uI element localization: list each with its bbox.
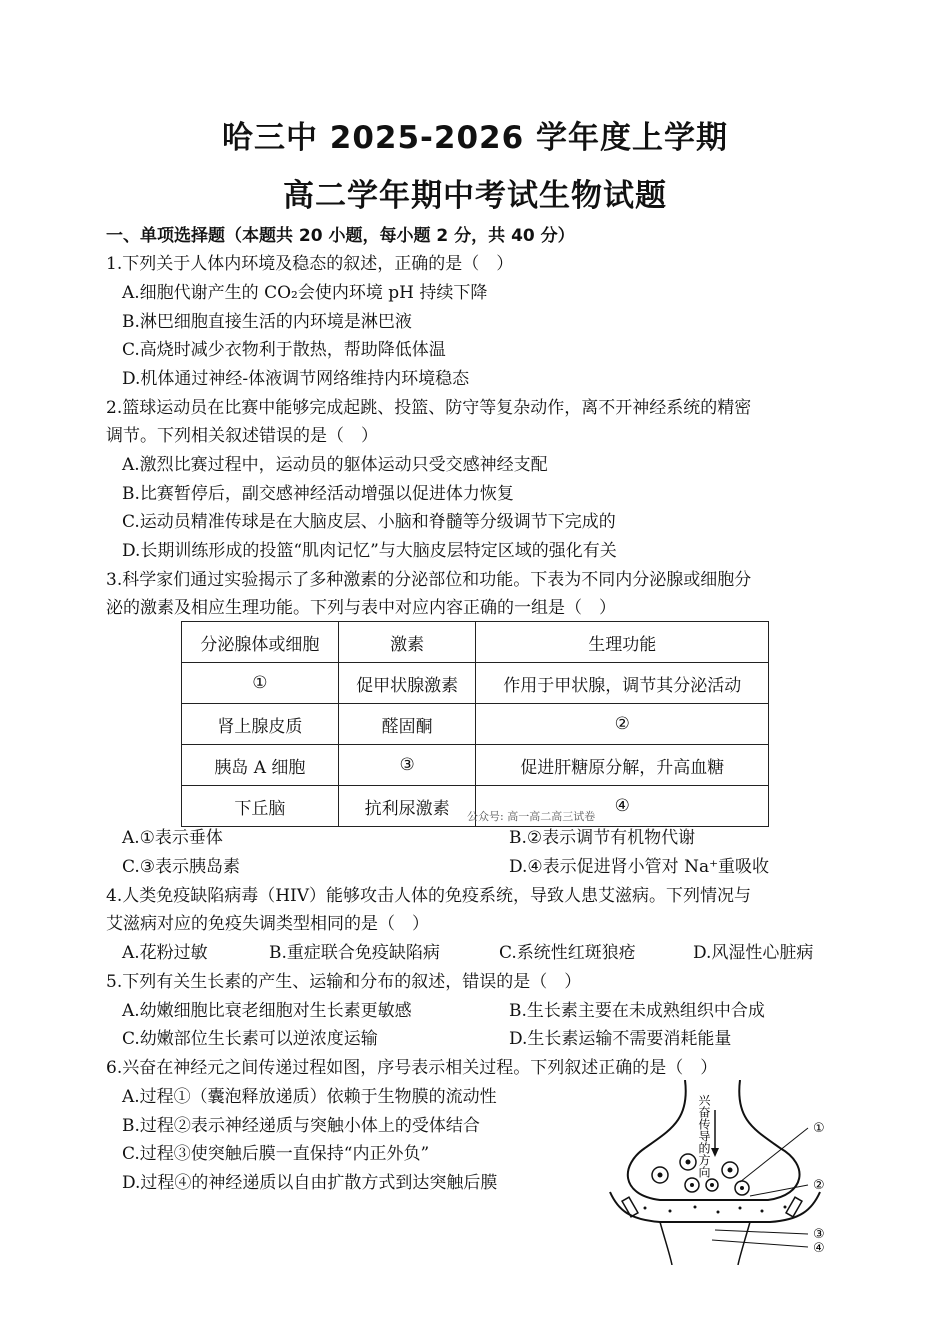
leader-line-2 (750, 1185, 808, 1196)
question-1-option-c[interactable]: C.高烧时减少衣物利于散热，帮助降低体温 (122, 340, 446, 360)
question-3-option-d[interactable]: D.④表示促进肾小管对 Na⁺重吸收 (509, 857, 770, 877)
question-6-option-a[interactable]: A.过程①（囊泡释放递质）依赖于生物膜的流动性 (122, 1087, 497, 1107)
table-row (182, 704, 769, 745)
table-cell: 促甲状腺激素 (338, 663, 476, 704)
table-cell: 抗利尿激素 (338, 786, 476, 827)
neurotransmitter-dot (644, 1207, 647, 1210)
vesicle-core (728, 1168, 733, 1173)
question-3-option-b[interactable]: B.②表示调节有机物代谢 (509, 828, 696, 848)
question-4-option-a[interactable]: A.花粉过敏 (122, 943, 208, 963)
question-4-option-c[interactable]: C.系统性红斑狼疮 (499, 943, 636, 963)
receptor (786, 1197, 802, 1217)
question-4-option-b[interactable]: B.重症联合免疫缺陷病 (269, 943, 440, 963)
question-2-option-c[interactable]: C.运动员精准传球是在大脑皮层、小脑和脊髓等分级调节下完成的 (122, 512, 616, 532)
question-3-stem-line2: 泌的激素及相应生理功能。下列与表中对应内容正确的一组是（ ） (106, 598, 616, 618)
vesicle-core (740, 1186, 744, 1190)
hormone-table (181, 621, 769, 827)
table-cell: ④ (476, 786, 769, 827)
question-4-option-d[interactable]: D.风湿性心脏病 (693, 943, 814, 963)
exam-title-line2: 高二学年期中考试生物试题 (283, 178, 667, 214)
table-row (182, 663, 769, 704)
table-cell: 肾上腺皮质 (182, 704, 339, 745)
question-1-stem: 1.下列关于人体内环境及稳态的叙述，正确的是（ ） (106, 254, 514, 274)
synapse-diagram (600, 1080, 840, 1265)
neurotransmitter-dot (739, 1207, 742, 1210)
vesicle-core (658, 1173, 663, 1178)
marker-3: ③ (813, 1227, 825, 1242)
leader-line-4 (712, 1240, 808, 1247)
question-6-option-c[interactable]: C.过程③使突触后膜一直保持“内正外负” (122, 1144, 430, 1164)
question-6-stem: 6.兴奋在神经元之间传递过程如图，序号表示相关过程。下列叙述正确的是（ ） (106, 1058, 718, 1078)
presynaptic-membrane (628, 1080, 800, 1200)
question-5-option-c[interactable]: C.幼嫩部位生长素可以逆浓度运输 (122, 1029, 378, 1049)
question-1-option-d[interactable]: D.机体通过神经-体液调节网络维持内环境稳态 (122, 369, 470, 389)
marker-1: ① (813, 1121, 825, 1136)
table-cell: ① (182, 663, 339, 704)
table-cell: 促进肝糖原分解，升高血糖 (476, 745, 769, 786)
leader-line-1 (740, 1128, 808, 1182)
marker-4: ④ (813, 1241, 825, 1256)
table-cell: 下丘脑 (182, 786, 339, 827)
table-header-row (182, 622, 769, 663)
question-2-stem-line2: 调节。下列相关叙述错误的是（ ） (106, 426, 378, 446)
question-1-option-a[interactable]: A.细胞代谢产生的 CO₂会使内环境 pH 持续下降 (122, 283, 488, 303)
neurotransmitter-dot (694, 1206, 697, 1209)
section-heading: 一、单项选择题（本题共 20 小题，每小题 2 分，共 40 分） (106, 226, 575, 246)
neurotransmitter-dots (644, 1206, 787, 1214)
postsynaptic-membrane (610, 1192, 820, 1222)
question-2-option-d[interactable]: D.长期训练形成的投篮“肌肉记忆”与大脑皮层特定区域的强化有关 (122, 541, 617, 561)
neurotransmitter-dot (717, 1211, 720, 1214)
vesicle-core (686, 1160, 691, 1165)
postsynaptic-dendrite-right (738, 1222, 750, 1265)
vesicle-core (690, 1183, 694, 1187)
question-2-stem-line1: 2.篮球运动员在比赛中能够完成起跳、投篮、防守等复杂动作，离不开神经系统的精密 (106, 398, 752, 418)
question-4-stem-line2: 艾滋病对应的免疫失调类型相同的是（ ） (106, 914, 429, 934)
table-row (182, 745, 769, 786)
neurotransmitter-dot (761, 1210, 764, 1213)
question-3-stem-line1: 3.科学家们通过实验揭示了多种激素的分泌部位和功能。下表为不同内分泌腺或细胞分 (106, 570, 752, 590)
postsynaptic-dendrite-left (660, 1222, 672, 1265)
table-cell: 胰岛 A 细胞 (182, 745, 339, 786)
neurotransmitter-dot (784, 1206, 787, 1209)
watermark-text: 公众号: 高一高二高三试卷 (467, 810, 596, 823)
question-5-option-a[interactable]: A.幼嫩细胞比衰老细胞对生长素更敏感 (122, 1001, 412, 1021)
direction-label: 兴奋传导的方向 (697, 1094, 711, 1178)
table-header-cell: 生理功能 (476, 622, 769, 663)
vesicle-core (710, 1183, 714, 1187)
question-4-stem-line1: 4.人类免疫缺陷病毒（HIV）能够攻击人体的免疫系统，导致人患艾滋病。下列情况与 (106, 886, 752, 906)
question-6-option-b[interactable]: B.过程②表示神经递质与突触小体上的受体结合 (122, 1116, 480, 1136)
question-5-option-b[interactable]: B.生长素主要在未成熟组织中合成 (509, 1001, 765, 1021)
table-cell: 作用于甲状腺，调节其分泌活动 (476, 663, 769, 704)
receptor (622, 1197, 638, 1217)
table-header-cell: 激素 (338, 622, 476, 663)
leader-line-3 (715, 1230, 808, 1234)
question-2-option-b[interactable]: B.比赛暂停后，副交感神经活动增强以促进体力恢复 (122, 484, 514, 504)
table-header-cell: 分泌腺体或细胞 (182, 622, 339, 663)
question-3-option-c[interactable]: C.③表示胰岛素 (122, 857, 241, 877)
exam-title-line1: 哈三中 2025-2026 学年度上学期 (221, 120, 728, 156)
question-3-option-a[interactable]: A.①表示垂体 (122, 828, 223, 848)
question-2-option-a[interactable]: A.激烈比赛过程中，运动员的躯体运动只受交感神经支配 (122, 455, 548, 475)
question-5-option-d[interactable]: D.生长素运输不需要消耗能量 (509, 1029, 732, 1049)
question-1-option-b[interactable]: B.淋巴细胞直接生活的内环境是淋巴液 (122, 312, 412, 332)
neurotransmitter-dot (669, 1210, 672, 1213)
question-6-option-d[interactable]: D.过程④的神经递质以自由扩散方式到达突触后膜 (122, 1173, 498, 1193)
question-5-stem: 5.下列有关生长素的产生、运输和分布的叙述，错误的是（ ） (106, 972, 582, 992)
table-cell: ③ (338, 745, 476, 786)
table-cell: 醛固酮 (338, 704, 476, 745)
direction-arrow-head (711, 1148, 719, 1157)
marker-2: ② (813, 1178, 825, 1193)
table-cell: ② (476, 704, 769, 745)
